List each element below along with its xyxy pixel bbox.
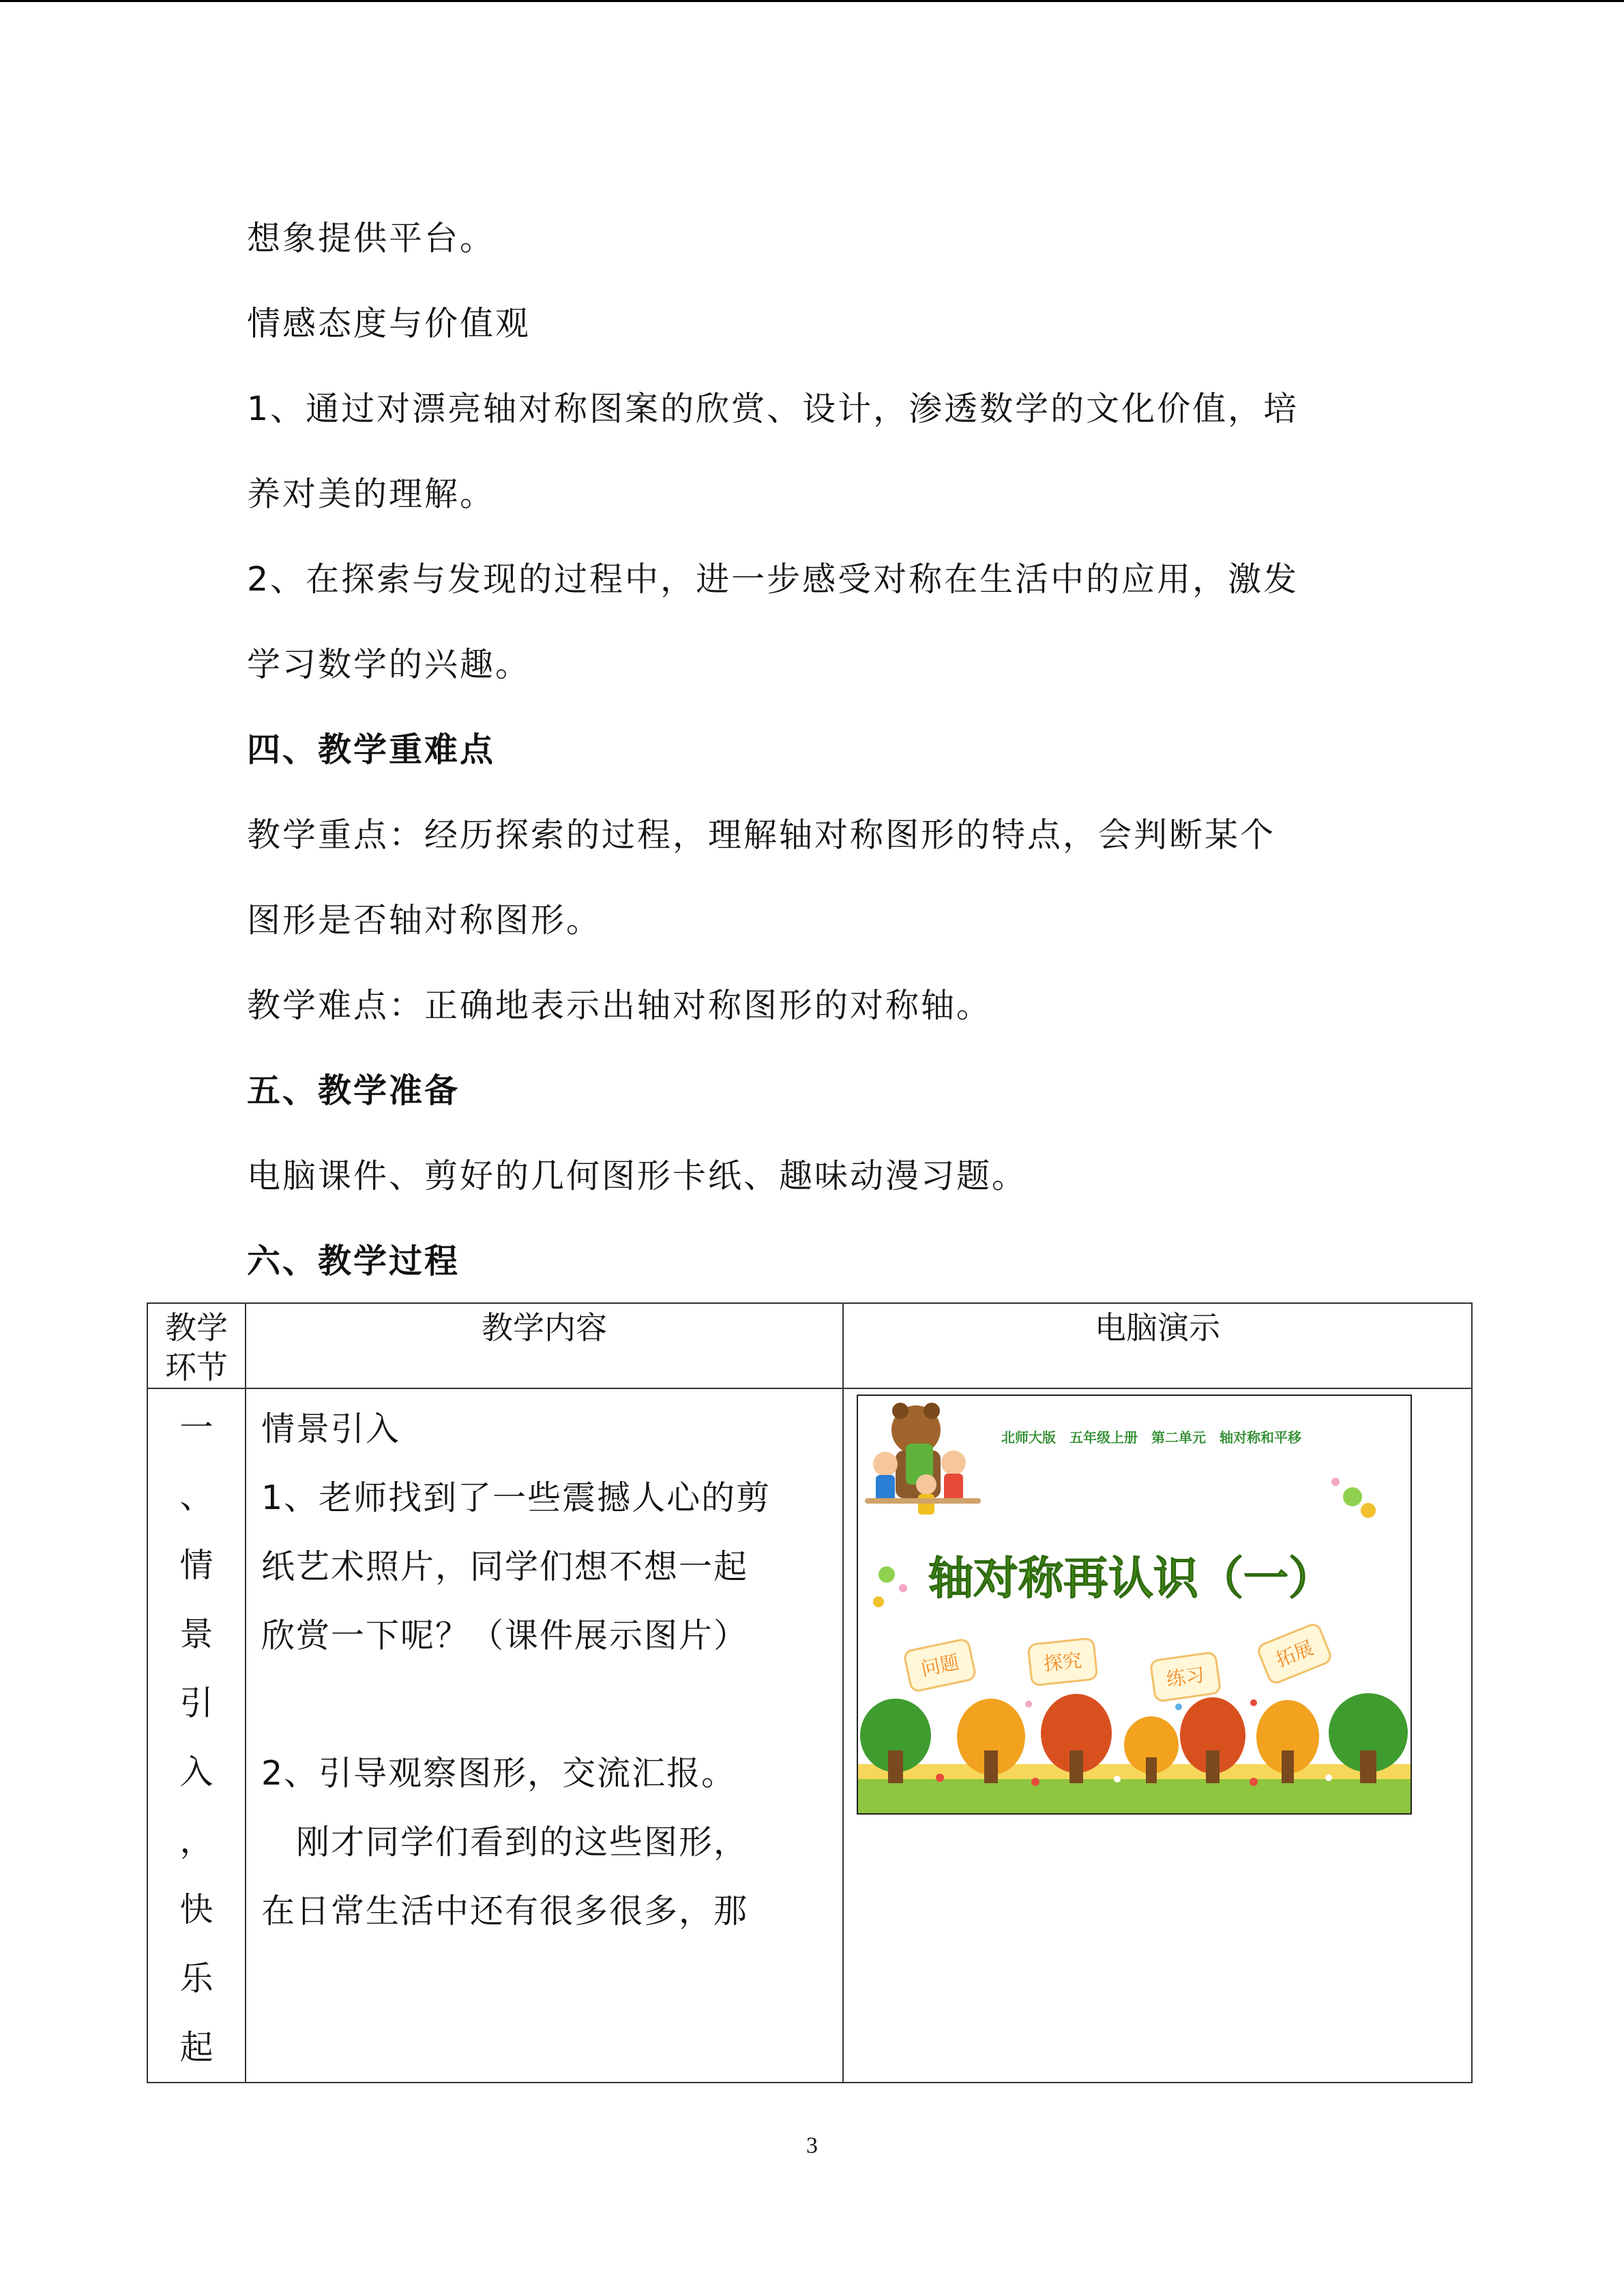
- content-line: 在日常生活中还有很多很多，那: [261, 1892, 749, 1930]
- section-heading: 五、教学准备: [247, 1071, 460, 1110]
- stage-char: 快: [179, 1890, 213, 1929]
- slide-button-explore: [1028, 1638, 1097, 1686]
- stage-char: 起: [179, 2028, 213, 2067]
- stage-char: 一: [179, 1408, 213, 1447]
- slide-title: 轴对称再认识（一）: [928, 1551, 1333, 1605]
- paragraph: 2、在探索与发现的过程中，进一步感受对称在生活中的应用，激发: [247, 560, 1299, 599]
- top-border-line: [0, 0, 1624, 2]
- content-line: 1、老师找到了一些震撼人心的剪: [261, 1478, 771, 1517]
- paragraph: 学习数学的兴趣。: [247, 645, 531, 684]
- slide-button-label: 问题: [919, 1650, 961, 1681]
- table-header-row: [147, 1303, 1472, 1388]
- slide-button-practice: [1150, 1652, 1220, 1702]
- slide-button-label: 拓展: [1273, 1636, 1317, 1672]
- section-heading: 六、教学过程: [247, 1242, 460, 1281]
- content-line: 欣赏一下呢？（课件展示图片）: [261, 1616, 749, 1655]
- paragraph: 教学难点：正确地表示出轴对称图形的对称轴。: [247, 986, 992, 1025]
- slide-subtitle: 北师大版 五年级上册 第二单元 轴对称和平移: [1001, 1429, 1301, 1446]
- stage-char: 、: [179, 1477, 213, 1516]
- paragraph: 教学重点：经历探索的过程，理解轴对称图形的特点，会判断某个: [247, 816, 1276, 854]
- stage-char: 乐: [179, 1959, 213, 1998]
- content-line: [261, 1670, 830, 1739]
- stage-char: ，: [179, 1821, 213, 1860]
- stage-cell: [147, 1388, 246, 2083]
- stage-char: 景: [179, 1615, 213, 1654]
- content-cell: [246, 1388, 843, 2083]
- content-line: 纸艺术照片，同学们想不想一起: [261, 1547, 749, 1586]
- stage-char: 引: [179, 1684, 213, 1723]
- courseware-slide-image: [857, 1395, 1412, 1815]
- header-stage-line: 教学: [165, 1309, 228, 1346]
- paragraph: 图形是否轴对称图形。: [247, 901, 602, 940]
- page-number: 3: [806, 2133, 818, 2158]
- header-stage-line: 环节: [165, 1349, 228, 1386]
- content-line: 刚才同学们看到的这些图形，: [261, 1823, 749, 1862]
- stage-char: 情: [179, 1546, 213, 1585]
- paragraph: 养对美的理解。: [247, 475, 496, 513]
- slide-button-label: 探究: [1042, 1649, 1083, 1675]
- header-demo: 电脑演示: [843, 1303, 1472, 1388]
- paragraph: 想象提供平台。: [247, 219, 496, 258]
- paragraph: 情感态度与价值观: [247, 304, 531, 343]
- header-content: 教学内容: [246, 1303, 843, 1388]
- header-stage: [147, 1303, 246, 1388]
- slide-button-label: 练习: [1165, 1663, 1207, 1691]
- paragraph: 电脑课件、剪好的几何图形卡纸、趣味动漫习题。: [247, 1157, 1028, 1195]
- section-heading: 四、教学重难点: [247, 730, 496, 769]
- stage-char: 入: [179, 1753, 213, 1791]
- content-line: 2、引导观察图形，交流汇报。: [261, 1754, 737, 1793]
- paragraph: 1、通过对漂亮轴对称图案的欣赏、设计，渗透数学的文化价值，培: [247, 389, 1299, 428]
- content-line: 情景引入: [261, 1410, 401, 1448]
